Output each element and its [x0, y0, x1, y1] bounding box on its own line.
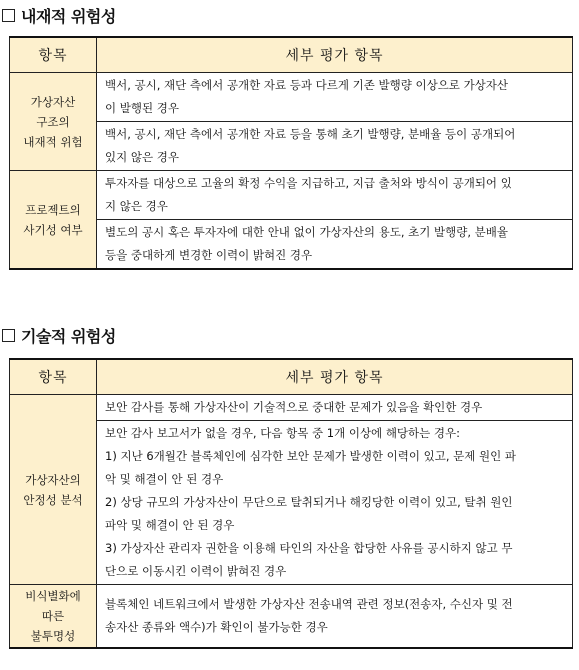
section-title-technical-risk: [2, 324, 116, 347]
detail-line: 단으로 이동시킨 이력이 밝혀진 경우: [105, 564, 287, 578]
category-line: 가상자산의: [25, 472, 81, 487]
detail-line: 이 발행된 경우: [105, 101, 179, 115]
category-line: 불투명성: [30, 629, 76, 643]
category-line: 안정성 분석: [23, 492, 83, 507]
detail-cell: [97, 73, 573, 122]
detail-cell: [97, 585, 573, 649]
table-row: [10, 171, 573, 220]
header-detail: 세부 평가 항목: [97, 37, 573, 73]
category-line: 가상자산: [30, 94, 76, 109]
inherent-risk-table: [9, 36, 573, 270]
technical-risk-table: [9, 358, 573, 649]
detail-line: 지 않은 경우: [105, 199, 168, 213]
detail-line: 파악 및 해결이 안 된 경우: [105, 518, 235, 532]
category-cell: [10, 171, 97, 270]
detail-cell: [97, 220, 573, 270]
table-row: [10, 585, 573, 649]
category-line: 프로젝트의: [25, 202, 81, 217]
detail-line: 별도의 공시 혹은 투자자에 대한 안내 없이 가상자산의 용도, 초기 발행량, 분배율: [105, 225, 509, 239]
category-line: 비식별화에: [25, 589, 81, 603]
detail-line: 악 및 해결이 안 된 경우: [105, 472, 224, 486]
detail-cell: [97, 421, 573, 585]
detail-cell: [97, 171, 573, 220]
table-header-row: [10, 37, 573, 73]
category-cell: [10, 73, 97, 171]
detail-line: 1) 지난 6개월간 블록체인에 심각한 보안 문제가 발생한 이력이 있고, 문제 원인 파: [105, 449, 517, 463]
detail-line: 백서, 공시, 재단 측에서 공개한 자료 등과 다르게 기존 발행량 이상으로 가상자산: [105, 78, 509, 92]
detail-line: 있지 않은 경우: [105, 150, 179, 164]
category-cell: [10, 585, 97, 649]
header-item: 항목: [10, 37, 97, 73]
detail-line: 보안 감사 보고서가 없을 경우, 다음 항목 중 1개 이상에 해당하는 경우:: [105, 426, 460, 440]
detail-line: 등을 중대하게 변경한 이력이 밝혀진 경우: [105, 248, 313, 262]
checkbox-square-icon: [2, 329, 15, 342]
category-line: 내재적 위험: [23, 134, 83, 149]
detail-line: 송자산 종류와 액수)가 확인이 불가능한 경우: [105, 620, 328, 634]
section-title-inherent-risk: [2, 4, 116, 27]
section-title-text: 내재적 위험성: [21, 7, 116, 26]
category-line: 따른: [41, 609, 65, 623]
table-header-row: [10, 359, 573, 395]
detail-line: 보안 감사를 통해 가상자산이 기술적으로 중대한 문제가 있음을 확인한 경우: [105, 400, 483, 414]
detail-line: 3) 가상자산 관리자 권한을 이용해 타인의 자산을 합당한 사유를 공시하지 않고 무: [105, 541, 513, 555]
category-line: 구조의: [36, 114, 70, 129]
detail-line: 백서, 공시, 재단 측에서 공개한 자료 등을 통해 초기 발행량, 분배율 등이 공개되어: [105, 127, 516, 141]
category-cell: [10, 395, 97, 585]
section-title-text: 기술적 위험성: [21, 327, 116, 346]
table-row: [10, 73, 573, 122]
checkbox-square-icon: [2, 9, 15, 22]
detail-line: 투자자를 대상으로 고율의 확정 수익을 지급하고, 지급 출처와 방식이 공개되어 있: [105, 176, 512, 190]
detail-cell: [97, 122, 573, 171]
category-line: 사기성 여부: [23, 222, 83, 237]
header-item: 항목: [10, 359, 97, 395]
detail-line: 2) 상당 규모의 가상자산이 무단으로 탈취되거나 해킹당한 이력이 있고, 탈취 원인: [105, 495, 513, 509]
header-detail: 세부 평가 항목: [97, 359, 573, 395]
table-row: [10, 395, 573, 421]
detail-line: 블록체인 네트워크에서 발생한 가상자산 전송내역 관련 정보(전송자, 수신자 및 전: [105, 597, 513, 611]
detail-cell: [97, 395, 573, 421]
